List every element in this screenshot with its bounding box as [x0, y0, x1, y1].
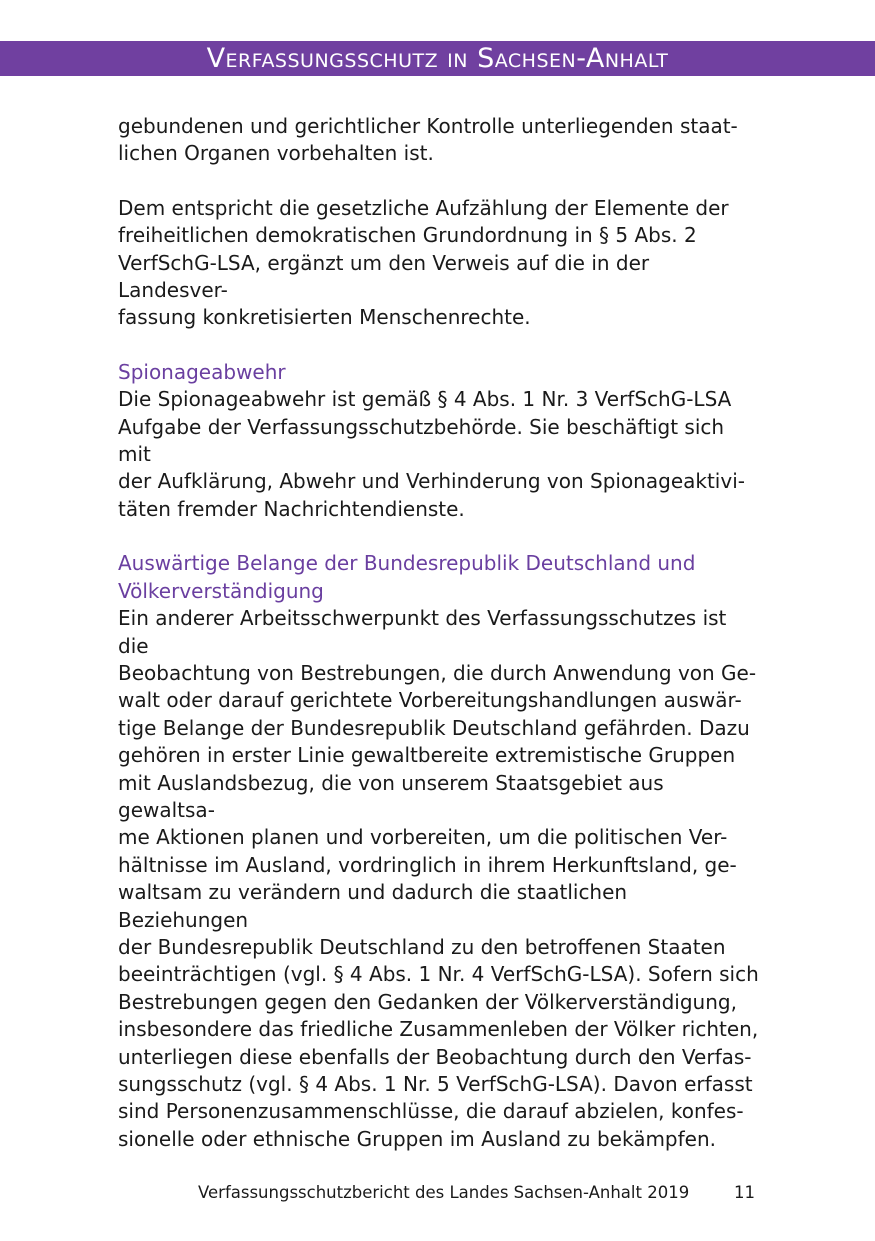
section-body: Die Spionageabwehr ist gemäß § 4 Abs. 1 Nr. 3 VerfSchG-LSA Aufgabe der Verfassungsschutzbehörde. Sie beschäftigt sich mit der Aufklärung, Abwehr und Verhinderung von Spionageaktivi- täten fremder Nachrichtendienste.: [118, 387, 745, 521]
section-spionageabwehr: [118, 359, 763, 523]
section-auswaertige-belange: [118, 550, 763, 1153]
page-body: [118, 113, 763, 1153]
body-paragraph: gebundenen und gerichtlicher Kontrolle unterliegenden staat- lichen Organen vorbehalten ist.: [118, 114, 738, 166]
section-heading: Auswärtige Belange der Bundesrepublik Deutschland und Völkerverständigung: [118, 551, 696, 603]
body-paragraph: Dem entspricht die gesetzliche Aufzählung der Elemente der freiheitlichen demokratischen Grundordnung in § 5 Abs. 2 VerfSchG-LSA, ergänzt um den Verweis auf die in der Landesver- fassung konkretisierten Menschenrechte.: [118, 195, 729, 330]
running-header: [0, 41, 875, 76]
page-footer: [0, 1180, 875, 1206]
page-number: 11: [734, 1183, 755, 1202]
section-body: Ein anderer Arbeitsschwerpunkt des Verfassungsschutzes ist die Beobachtung von Bestrebungen, die durch Anwendung von Ge- walt oder darauf gerichtete Vorbereitungshandlungen auswär- tige Belange der Bundesrepublik Deutschland gefährden. Dazu gehören in erster Linie gewaltbereite extremistische Gruppen mit Auslandsbezug, die von unserem Staatsgebiet aus gewaltsa- me Aktionen planen und vorbereiten, um die politischen Ver- hältnisse im Ausland, vordringlich in ihrem Herkunftsland, ge- waltsam zu verändern und dadurch die staatlichen Beziehungen der Bundesrepublik Deutschland zu den betroffenen Staaten beeinträchtigen (vgl. § 4 Abs. 1 Nr. 4 VerfSchG-LSA). Sofern sich Bestrebungen gegen den Gedanken der Völkerverständigung, insbesondere das friedliche Zusammenleben der Völker richten, unterliegen diese ebenfalls der Beobachtung durch den Verfas- sungsschutz (vgl. § 4 Abs. 1 Nr. 5 VerfSchG-LSA). Davon erfasst sind Personenzusammenschlüsse, die darauf abzielen, konfes- sionelle oder ethnische Gruppen im Ausland zu bekämpfen.: [118, 606, 759, 1151]
running-header-title: Verfassungsschutz in Sachsen-Anhalt: [206, 43, 669, 74]
section-heading: Spionageabwehr: [118, 359, 286, 384]
footer-title: Verfassungsschutzbericht des Landes Sachsen-Anhalt 2019: [198, 1183, 690, 1202]
